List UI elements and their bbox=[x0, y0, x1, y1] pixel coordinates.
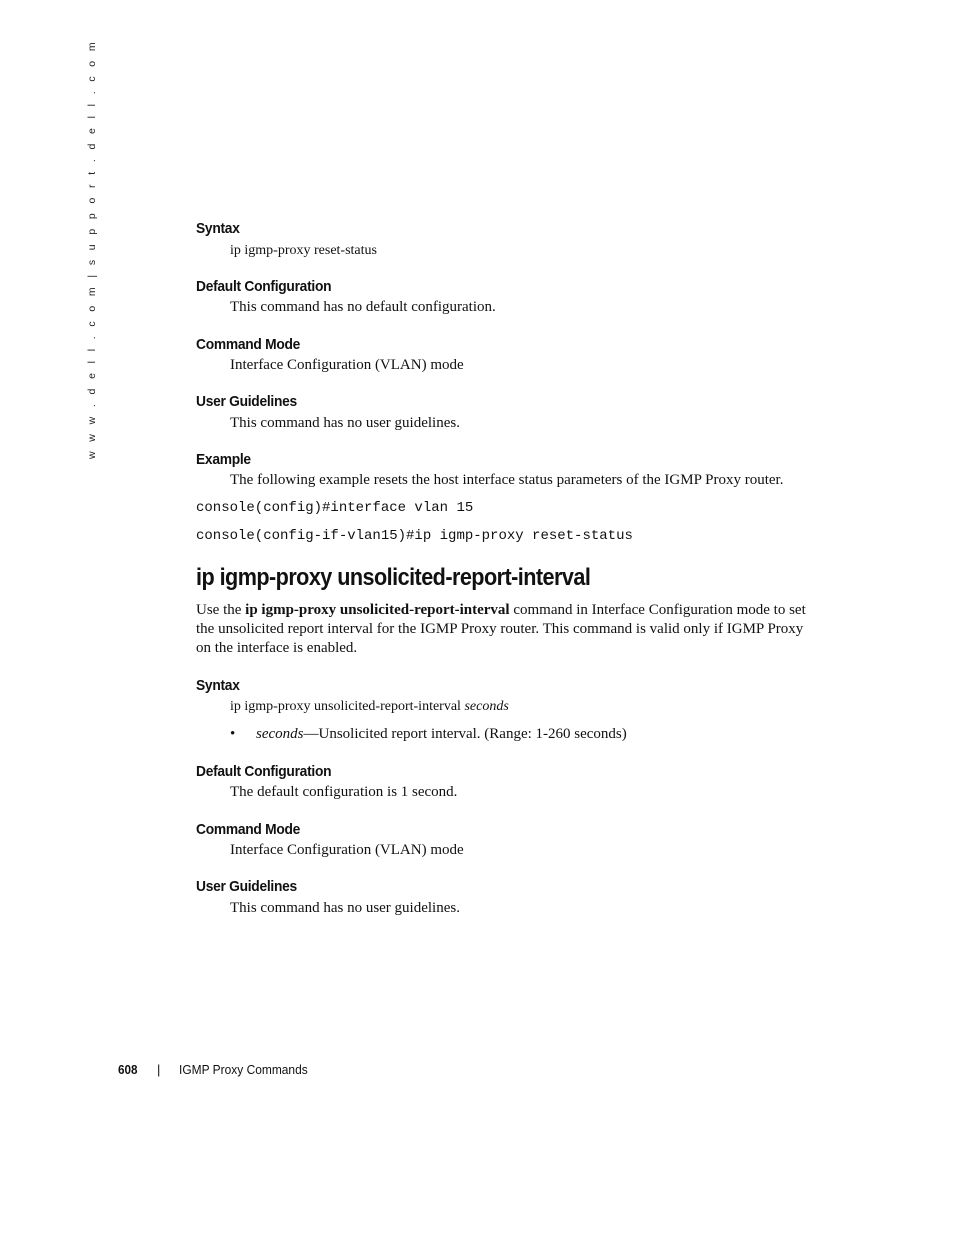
command-mode-heading: Command Mode bbox=[196, 821, 301, 838]
footer-separator: | bbox=[157, 1062, 161, 1077]
footer-chapter-title: IGMP Proxy Commands bbox=[179, 1062, 308, 1077]
command-mode-text: Interface Configuration (VLAN) mode bbox=[230, 842, 464, 858]
default-config-heading: Default Configuration bbox=[196, 763, 332, 780]
intro-command: ip igmp-proxy unsolicited-report-interval bbox=[245, 602, 510, 618]
example-heading: Example bbox=[196, 451, 251, 468]
code-line: console(config-if-vlan15)#ip igmp-proxy reset-status bbox=[196, 528, 633, 544]
default-config-text: The default configuration is 1 second. bbox=[230, 784, 458, 800]
side-website-url: w w w . d e l l . c o m | s u p p o r t . d e l l . c o m bbox=[86, 38, 98, 459]
intro-paragraph bbox=[196, 601, 816, 658]
example-text: The following example resets the host interface status parameters of the IGMP Proxy router. bbox=[230, 472, 784, 488]
parameter-description bbox=[256, 725, 627, 744]
code-line: console(config)#interface vlan 15 bbox=[196, 500, 474, 516]
syntax-parameter: seconds bbox=[464, 699, 509, 714]
default-config-text: This command has no default configuration. bbox=[230, 299, 496, 315]
default-config-heading: Default Configuration bbox=[196, 278, 332, 295]
user-guidelines-heading: User Guidelines bbox=[196, 393, 297, 410]
parameter-name: seconds bbox=[256, 726, 304, 742]
user-guidelines-text: This command has no user guidelines. bbox=[230, 415, 460, 431]
section-title: ip igmp-proxy unsolicited-report-interval bbox=[196, 564, 591, 591]
syntax-command bbox=[230, 697, 509, 716]
syntax-command: ip igmp-proxy reset-status bbox=[230, 243, 377, 258]
command-mode-heading: Command Mode bbox=[196, 336, 301, 353]
command-mode-text: Interface Configuration (VLAN) mode bbox=[230, 357, 464, 373]
intro-text: Use the bbox=[196, 602, 246, 618]
parameter-text: —Unsolicited report interval. (Range: 1-260 seconds) bbox=[303, 726, 627, 742]
intro-text: command in Interface Configuration mode to set the unsolicited report interval for the IGMP Proxy router. This command is valid only if IGMP Proxy on the interface is enabled. bbox=[196, 602, 806, 656]
syntax-heading: Syntax bbox=[196, 220, 240, 237]
syntax-command-name: ip igmp-proxy unsolicited-report-interval bbox=[230, 699, 461, 714]
page-number: 608 bbox=[118, 1062, 138, 1077]
bullet-marker: • bbox=[230, 726, 236, 742]
user-guidelines-heading: User Guidelines bbox=[196, 878, 297, 895]
syntax-heading: Syntax bbox=[196, 677, 240, 694]
user-guidelines-text: This command has no user guidelines. bbox=[230, 900, 460, 916]
